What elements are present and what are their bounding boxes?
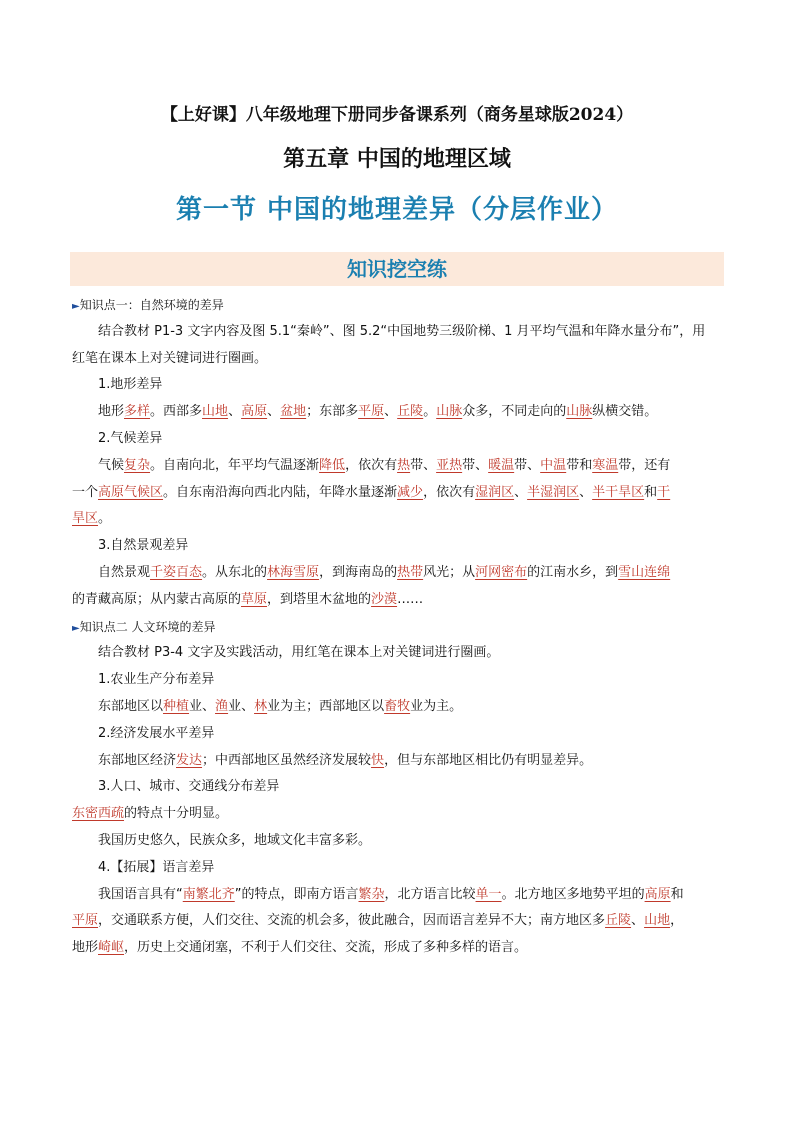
landscape-paragraph-line-1 (72, 560, 724, 587)
text-segment: 地形 (72, 940, 99, 956)
text-segment: ， (670, 913, 684, 929)
blank-answer: 干 (657, 484, 671, 500)
text-segment: 东部地区经济 (98, 752, 177, 768)
text-segment: ，北方语言比较 (384, 886, 476, 902)
text-segment: …… (397, 591, 424, 607)
blank-answer: 暖温 (488, 457, 515, 473)
climate-heading: 2.气候差异 (98, 430, 163, 446)
blank-answer: 沙漠 (371, 591, 398, 607)
text-segment: 、 (579, 484, 593, 500)
agriculture-paragraph (72, 694, 724, 721)
text-segment: 。西部多 (150, 404, 203, 420)
blank-answer: 山脉 (436, 404, 463, 420)
blank-answer: 林 (254, 698, 268, 714)
text-segment: 业为主。 (410, 698, 463, 714)
blank-answer: 山脉 (566, 404, 593, 420)
text-segment: 和 (670, 886, 684, 902)
text-segment: 的青藏高原；从内蒙古高原的 (72, 591, 242, 607)
knowledge-point-2-heading (72, 614, 724, 641)
landscape-heading: 3.自然景观差异 (98, 538, 189, 554)
document-body (72, 292, 724, 962)
text-segment: 带、 (462, 457, 489, 473)
blank-answer: 丘陵 (397, 404, 424, 420)
population-heading: 3.人口、城市、交通线分布差异 (98, 779, 280, 795)
text-segment: 纵横交错。 (592, 404, 658, 420)
text-segment: ；中西部地区虽然经济发展较 (202, 752, 372, 768)
blank-answer: 复杂 (124, 457, 151, 473)
climate-paragraph-line-1 (72, 453, 724, 480)
text-segment: 、 (228, 404, 242, 420)
blank-answer: 雪山连绵 (618, 564, 671, 580)
text-segment: 气候 (98, 457, 125, 473)
blank-answer: 畜牧 (384, 698, 411, 714)
text-segment: 众多，不同走向的 (462, 404, 567, 420)
blank-answer: 山地 (202, 404, 229, 420)
blank-answer: 崎岖 (98, 940, 125, 956)
blank-answer: 繁杂 (358, 886, 385, 902)
blank-answer: 草原 (241, 591, 268, 607)
kp1-intro-line-2: 红笔在课本上对关键词进行圈画。 (72, 350, 268, 366)
climate-paragraph-line-2 (72, 480, 724, 507)
blank-answer: 种植 (163, 698, 190, 714)
blank-answer: 高原气候区 (98, 484, 164, 500)
blank-answer: 平原 (72, 913, 99, 929)
text-segment: 地形 (98, 404, 125, 420)
blank-answer: 多样 (124, 404, 151, 420)
text-segment: ，但与东部地区相比仍有明显差异。 (384, 752, 593, 768)
text-segment: ，到海南岛的 (319, 564, 398, 580)
language-paragraph-line-3 (72, 935, 724, 962)
text-segment: 业、 (189, 698, 216, 714)
kp-title-text: 知识点二 人文环境的差异 (79, 619, 216, 634)
text-segment: 。北方地区多地势平坦的 (501, 886, 645, 902)
blank-answer: 快 (371, 752, 385, 768)
blank-answer: 南繁北齐 (182, 886, 235, 902)
blank-answer: 降低 (319, 457, 346, 473)
exercise-banner: 知识挖空练 (70, 252, 724, 286)
kp2-intro: 结合教材 P3-4 文字及实践活动，用红笔在课本上对关键词进行圈画。 (98, 645, 500, 661)
economy-heading: 2.经济发展水平差异 (98, 725, 215, 741)
economy-paragraph (72, 748, 724, 775)
text-segment: 。 (423, 404, 437, 420)
blank-answer: 热 (397, 457, 411, 473)
blank-answer: 发达 (176, 752, 203, 768)
text-segment: 自然景观 (98, 564, 151, 580)
text-segment: ；东部多 (306, 404, 359, 420)
climate-paragraph-line-3 (72, 506, 724, 533)
language-paragraph-line-2 (72, 908, 724, 935)
text-segment: 的江南水乡，到 (527, 564, 619, 580)
blank-answer: 林海雪原 (267, 564, 320, 580)
text-segment: 我国语言具有“ (98, 886, 183, 902)
blank-answer: 高原 (241, 404, 268, 420)
text-segment: 带和 (566, 457, 593, 473)
blank-answer: 高原 (644, 886, 671, 902)
agriculture-heading: 1.农业生产分布差异 (98, 672, 215, 688)
text-segment: 东部地区以 (98, 698, 164, 714)
language-paragraph-line-1 (72, 882, 724, 909)
culture-paragraph: 我国历史悠久，民族众多，地域文化丰富多彩。 (98, 832, 372, 848)
text-segment: 带、 (410, 457, 437, 473)
text-segment: 业、 (228, 698, 255, 714)
text-segment: ，到塔里木盆地的 (267, 591, 372, 607)
triangle-marker-icon: ► (72, 301, 80, 312)
blank-answer: 减少 (397, 484, 424, 500)
text-segment: ，依次有 (345, 457, 398, 473)
text-segment: 。 (98, 511, 112, 527)
blank-answer: 寒温 (592, 457, 619, 473)
blank-answer: 湿润区 (475, 484, 515, 500)
blank-answer: 半干旱区 (592, 484, 645, 500)
text-segment: ，历史上交通闭塞，不利于人们交往、交流，形成了多种多样的语言。 (124, 940, 528, 956)
text-segment: 和 (644, 484, 658, 500)
terrain-paragraph (72, 399, 724, 426)
population-paragraph (72, 801, 724, 828)
text-segment: 一个 (72, 484, 99, 500)
series-title: 【上好课】八年级地理下册同步备课系列（商务星球版2024） (160, 105, 634, 125)
chapter-title: 第五章 中国的地理区域 (283, 147, 511, 172)
text-segment: ”的特点，即南方语言 (234, 886, 359, 902)
terrain-heading: 1.地形差异 (98, 377, 163, 393)
language-heading: 4.【拓展】语言差异 (98, 859, 215, 875)
text-segment: 、 (384, 404, 398, 420)
text-segment: 、 (631, 913, 645, 929)
text-segment: 业为主；西部地区以 (267, 698, 385, 714)
text-segment: 。自南向北，年平均气温逐渐 (150, 457, 320, 473)
blank-answer: 平原 (358, 404, 385, 420)
text-segment: 带、 (514, 457, 541, 473)
blank-answer: 河网密布 (475, 564, 528, 580)
blank-answer: 山地 (644, 913, 671, 929)
blank-answer: 半湿润区 (527, 484, 580, 500)
landscape-paragraph-line-2 (72, 587, 724, 614)
text-segment: 。自东南沿海向西北内陆，年降水量逐渐 (163, 484, 398, 500)
kp1-intro-line-1: 结合教材 P1-3 文字内容及图 5.1“秦岭”、图 5.2“中国地势三级阶梯、1 月平均气温和年降水量分布”，用 (98, 323, 706, 339)
text-segment: 风光；从 (423, 564, 476, 580)
blank-answer: 千姿百态 (150, 564, 203, 580)
text-segment: ，依次有 (423, 484, 476, 500)
blank-answer: 单一 (475, 886, 502, 902)
blank-answer: 亚热 (436, 457, 463, 473)
blank-answer: 热带 (397, 564, 424, 580)
blank-answer: 渔 (215, 698, 229, 714)
text-segment: 。从东北的 (202, 564, 268, 580)
blank-answer: 盆地 (280, 404, 307, 420)
triangle-marker-icon: ► (72, 622, 80, 634)
text-segment: ，交通联系方便，人们交往、交流的机会多，彼此融合，因而语言差异不大；南方地区多 (98, 913, 606, 929)
text-segment: 带，还有 (618, 457, 671, 473)
blank-answer: 中温 (540, 457, 567, 473)
text-segment: 、 (267, 404, 281, 420)
text-segment: 、 (514, 484, 528, 500)
text-segment: 的特点十分明显。 (124, 806, 229, 822)
knowledge-point-1-heading (72, 292, 724, 319)
kp-title-text: 知识点一：自然环境的差异 (79, 298, 224, 312)
blank-answer: 丘陵 (605, 913, 632, 929)
blank-answer: 东密西疏 (72, 806, 125, 822)
section-title: 第一节 中国的地理差异（分层作业） (175, 195, 619, 225)
blank-answer: 旱区 (72, 511, 99, 527)
